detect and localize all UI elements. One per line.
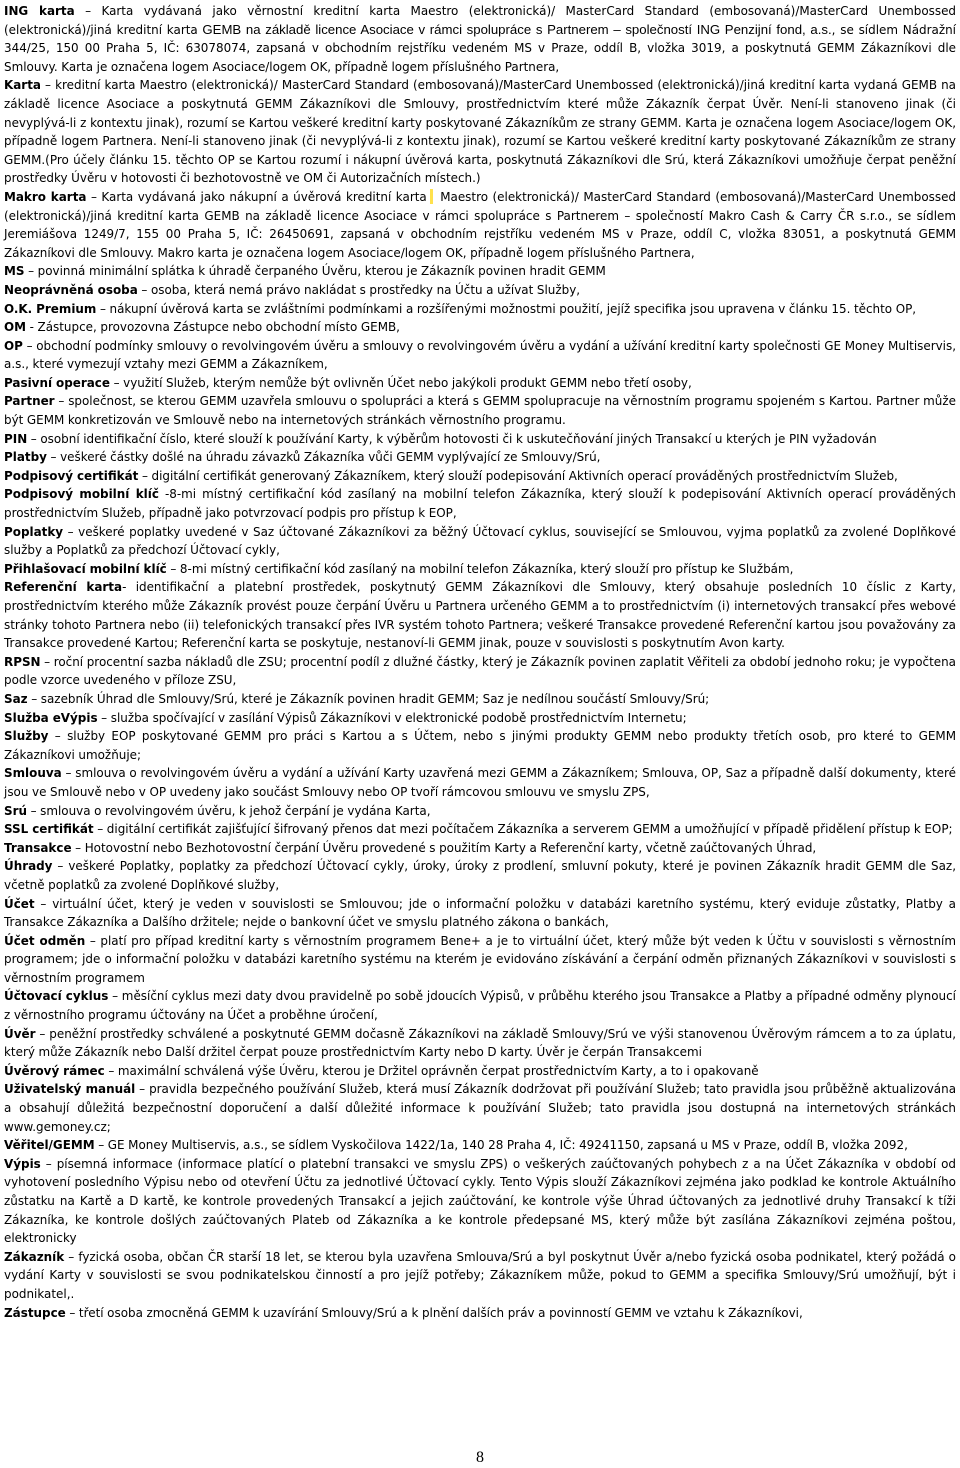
term-podpisovy-mobilni-klic: Podpisový mobilní klíč — [4, 487, 159, 502]
definition-text: – roční procentní sazba nákladů dle ZSU; procentní podíl z dlužné částky, který je Zákazník povinen zaplatit Věřiteli za období jednoho roku; je vypočtena podle vzorce uvedeného v příloze ZSU, — [4, 654, 956, 688]
definition-text: – platí pro případ kreditní karty s věrnostním programem Bene+ a je to virtuální účet, který může být veden k Účtu v souvislosti s věrnostním programem; jde o informační položku v databázi karetního systému na kterém je evidováno získávání a čerpání odměn přiznaných Zákazníkovi v souvislosti s věrnostním programem — [4, 933, 956, 985]
term-ms: MS — [4, 264, 25, 279]
page-number: 8 — [476, 1449, 484, 1466]
entry-poplatky — [4, 523, 956, 560]
term-ucet: Účet — [4, 896, 35, 911]
entry-om — [4, 318, 956, 337]
entry-zakaznik — [4, 1248, 956, 1304]
term-vypis: Výpis — [4, 1156, 41, 1171]
entry-uzivatelsky-manual — [4, 1080, 956, 1136]
term-platby: Platby — [4, 450, 47, 465]
term-transakce: Transakce — [4, 840, 72, 855]
term-ucet-odmen: Účet odměn — [4, 933, 86, 948]
definition-text: – písemná informace (informace platící o platební transakci ve smyslu ZPS) o veškerých zaúčtovaných pohybech z a na Účet Zákazníka v období od vyhotovení posledního Výpisu nebo od otevření Účtu za jednotlivé Účtovací cykly. Tento Výpis slouží Zákazníkovi zejména jako podklad ke kontrole Aktuálního zůstatku na Kartě a D kartě, ke kontrole provedených Transakcí a jejich zaúčtování, ke kontrole výše Úhrad účtovaných za jednotlivé druhy Transakcí k tíži Zákazníka, ke kontrole došlých zaúčtovaných Plateb od Zákazníka a ke kontrole předepsané MS, který může být zasílána Zákazníkovi zejména poštou, elektronicky — [4, 1156, 956, 1246]
entry-karta — [4, 76, 956, 188]
definition-text: – veškeré Poplatky, poplatky za předchozí Účtovací cykly, úroky, úroky z prodlení, smluvní pokuty, které je povinen Zákazník hradit GEMM dle Saz, včetně poplatků za zvolené Doplňkové služby, — [4, 859, 956, 892]
definition-text: – GE Money Multiservis, a.s., se sídlem Vyskočilova 1422/1a, 140 28 Praha 4, IČ: 49241150, zapsaná u MS v Praze, oddíl B, vložka 2092, — [94, 1138, 908, 1153]
entry-prihlasovaci-mobilni-klic — [4, 560, 956, 579]
entry-platby — [4, 448, 956, 467]
term-pasivni-operace: Pasivní operace — [4, 375, 110, 390]
entry-vypis — [4, 1155, 956, 1248]
term-uver: Úvěr — [4, 1026, 36, 1041]
definition-text: - identifikační a platební prostředek, poskytnutý GEMM Zákazníkovi dle Smlouvy, který obsahuje posledních 10 číslic z Karty, prostřednictvím kterého může Zákazník provést pouze čerpání Úvěru u Partnera určeného GEMM a to prostřednictvím (i) internetových transakcí přes webové stránky tohoto Partnera nebo (ii) telefonických transakcí přes IVR systém tohoto Partnera; veškeré Transakce provedené Referenční kartou jsou považovány za Transakce provedené Kartou; Referenční karta se poskytuje, nestanoví-li GEMM jinak, pouze v souvislosti s poskytnutím Avon karty. — [4, 580, 956, 651]
definition-text: – sazebník Úhrad dle Smlouvy/Srú, které je Zákazník povinen hradit GEMM; Saz je nedílnou součástí Smlouvy/Srú; — [27, 691, 710, 706]
term-makro-karta: Makro karta — [4, 189, 87, 204]
definition-text: - Zástupce, provozovna Zástupce nebo obchodní místo GEMB, — [26, 320, 400, 335]
term-referencni-karta: Referenční karta — [4, 580, 123, 595]
definition-text: -8-mi místný certifikační kód zasílaný na mobilní telefon Zákazníka, který slouží k podepisování Aktivních operací prováděných prostřednictvím Služeb, případně jako potvrzovací podpis pro přístup k EOP, — [4, 487, 956, 521]
term-op: OP — [4, 338, 23, 353]
term-sluzby: Služby — [4, 729, 49, 744]
term-prihlasovaci-mobilni-klic: Přihlašovací mobilní klíč — [4, 561, 167, 576]
definition-text-continued: Maestro (elektronická)/ MasterCard Standard (embosovaná)/MasterCard Unembossed (elektronická)/jiná kreditní karta GEMB na základě licence Asociace v rámci spolupráce s Partnerem – společností Makro Cash & Carry ČR s.r.o., se sídlem Jeremiášova 1249/7, 155 00 Praha 5, IČ: 26450691, zapsaná v obchodním rejstříku vedeném MS v Praze, oddíl C, vložka 83051, a poskytnutá GEMM Zákazníkovi dle Smlouvy. Makro karta je označena logem Asociace/logem OK, případně logem příslušného Partnera, — [4, 189, 957, 260]
definition-text: – společnost, se kterou GEMM uzavřela smlouvu o spolupráci a která s GEMM spolupracuje na věrnostním programu spojeném s Kartou. Partner může být GEMM konkretizován ve Smlouvě nebo na internetových stránkách věrnostního programu. — [4, 394, 956, 428]
highlight-mark — [430, 189, 433, 204]
definition-text: – pravidla bezpečného používání Služeb, která musí Zákazník dodržovat při používání Služeb; tato pravidla jsou průběžně aktualizována a obsahují důležitá bezpečnostní doporučení a další důležité informace k používání Služeb; tato pravidla jsou dostupná na internetových stránkách www.gemoney.cz; — [4, 1082, 957, 1134]
definition-text: – osoba, která nemá právo nakládat s prostředky na Účtu a užívat Služby, — [137, 282, 581, 297]
definition-text: – třetí osoba zmocněná GEMM k uzavírání Smlouvy/Srú a k plnění dalších práv a povinností GEMM ve vztahu k Zákazníkovi, — [65, 1305, 803, 1320]
definition-text-continued: , se sídlem Nádražní 344/25, 150 00 Praha 5, IČ: 63078074, zapsaná v obchodním rejstříku vedeném MS v Praze, oddíl B, vložka 3019, a poskytnutá GEMM Zákazníkovi dle Smlouvy. Karta je označena logem Asociace/logem OK, případně logem příslušného Partnera, — [4, 22, 956, 74]
entry-pasivni-operace — [4, 374, 956, 393]
definition-text: – služby EOP poskytované GEMM pro práci s Kartou a s Účtem, nebo s jinými produkty GEMM nebo produkty třetích osob, pro které to GEMM Zákazníkovi umožňuje; — [4, 729, 956, 762]
term-veritel-gemm: Věřitel/GEMM — [4, 1138, 95, 1153]
entry-referencni-karta — [4, 578, 956, 652]
entry-uhrady — [4, 857, 956, 894]
entry-sluzby — [4, 727, 956, 764]
entry-ok-premium — [4, 300, 956, 319]
definition-text-alt: GEMB na základě licence Asociace v rámci spolupráce s Partnerem – společností ING Penzijní fond, a.s. — [197, 21, 832, 37]
term-zastupce: Zástupce — [4, 1305, 66, 1320]
definition-text: – Karta vydávaná jako nákupní a úvěrová kreditní karta — [86, 189, 427, 204]
entry-pin — [4, 430, 956, 449]
entry-sluzba-evypis — [4, 709, 956, 728]
term-saz: Saz — [4, 691, 28, 706]
definition-text: – Hotovostní nebo Bezhotovostní čerpání Úvěru provedené s použitím Karty a Referenční karty, včetně zaúčtovaných Úhrad, — [71, 840, 817, 855]
term-smlouva: Smlouva — [4, 766, 62, 781]
term-partner: Partner — [4, 394, 55, 409]
term-sluzba-evypis: Služba eVýpis — [4, 710, 98, 725]
term-poplatky: Poplatky — [4, 524, 64, 539]
term-ok-premium: O.K. Premium — [4, 301, 97, 316]
definition-text-continued: Není-li stanoveno jinak (či nevyplývá-li z kontextu jinak), rozumí se Kartou veškeré kreditní karty poskytované Zákazníkům ze strany GEMM.(Pro účely článku 15. těchto OP se Kartou rozumí i nákupní úvěrová karta, poskytnutá Zákazníkovi dle Srú, která Zákazníkovi umožňuje čerpat peněžní prostředky Úvěru v hotovosti či bezhotovostně ve OM či Autorizačních místech.) — [4, 134, 956, 186]
term-podpisovy-certifikat: Podpisový certifikát — [4, 468, 139, 483]
definition-text: – fyzická osoba, občan ČR starší 18 let, se kterou byla uzavřena Smlouva/Srú a byl poskytnut Úvěr a/nebo fyzická osoba podnikatel, který požádá o vydání Karty v souvislosti se svou podnikatelskou činností a pro jejíž potřeby; Zákazníkem může, pokud to GEMM a specifika Smlouvy/Srú umožňují, být i podnikatel,. — [4, 1249, 956, 1301]
entry-ucet — [4, 895, 956, 932]
term-uctovaci-cyklus: Účtovací cyklus — [4, 989, 109, 1004]
definition-text: – veškeré částky došlé na úhradu závazků Zákazníka vůči GEMM vyplývající ze Smlouvy/Srú, — [46, 450, 601, 465]
entry-uverovy-ramec — [4, 1062, 956, 1081]
definition-text: – nákupní úvěrová karta se zvláštními podmínkami a rozšířenými možnostmi použití, jejíž specifika jsou upravena v článku 15. těchto OP, — [96, 301, 917, 316]
definition-text: – digitální certifikát generovaný Zákazníkem, který slouží podepisování Aktivních operací prováděných prostřednictvím Služeb, — [138, 468, 898, 483]
definition-text: – osobní identifikační číslo, které slouží k používání Karty, k výběrům hotovosti či k uskutečňování jiných Transakcí u kterých je PIN vyžadován — [27, 431, 877, 446]
entry-neopravnena-osoba — [4, 281, 956, 300]
entry-makro-karta — [4, 188, 956, 262]
term-ssl-certifikat: SSL certifikát — [4, 822, 94, 837]
definition-text: – maximální schválená výše Úvěru, kterou je Držitel oprávněn čerpat prostřednictvím Karty, a to i opakovaně — [104, 1063, 759, 1078]
entry-saz — [4, 690, 956, 709]
term-zakaznik: Zákazník — [4, 1249, 65, 1264]
entry-uver — [4, 1025, 956, 1062]
term-uhrady: Úhrady — [4, 859, 53, 874]
definition-text: – digitální certifikát zajišťující šifrovaný přenos dat mezi počítačem Zákazníka a serverem GEMM a umožňující v případě přidělení přístup k EOP; — [93, 822, 953, 837]
term-sru: Srú — [4, 803, 27, 818]
definition-text: – virtuální účet, který je veden v souvislosti se Smlouvou; jde o informační položku v databázi karetního systému, který eviduje zůstatky, Platby a Transakce Zákazníka a Dalšího držitele; nejde o bankovní účet ve smyslu platného zákona o bankách, — [4, 896, 956, 930]
definition-text: – smlouva o revolvingovém úvěru a vydání a užívání Karty uzavřená mezi GEMM a Zákazníkem; Smlouva, OP, Saz a případně další dokumenty, které jsou ve Smlouvě nebo v OP uvedeny jako součást Smlouvy nebo OP tvoří rámcovou smlouvu ve smyslu ZPS, — [4, 766, 956, 799]
entry-smlouva — [4, 764, 956, 801]
entry-ing-karta — [4, 2, 956, 76]
term-om: OM — [4, 320, 27, 335]
definition-text: – služba spočívající v zasílání Výpisů Zákazníkovi v elektronické podobě prostřednictvím Internetu; — [97, 710, 687, 725]
definition-text: – peněžní prostředky schválené a poskytnuté GEMM dočasně Zákazníkovi na základě Smlouvy/Srú ve výši stanovenou Úvěrovým rámcem a to za úplatu, který může Zákazník nebo Další držitel čerpat pouze prostřednictvím Karty nebo D karty. Úvěr je čerpán Transakcemi — [4, 1026, 956, 1060]
definition-text: – Karta vydávaná jako věrnostní kreditní karta Maestro (elektronická)/ MasterCard Standard (embosovaná)/MasterCard Unembossed (elektronická)/jiná kreditní karta — [4, 4, 956, 37]
entry-sru — [4, 802, 956, 821]
definition-text: – měsíční cyklus mezi daty dvou pravidelně po sobě jdoucích Výpisů, v průběhu kterého jsou Transakce a Platby a případné odměny plynoucí z věrnostního programu účtovány na Účet a proběhne úročení, — [4, 989, 956, 1023]
entry-partner — [4, 392, 956, 429]
entry-ms — [4, 262, 956, 281]
term-karta: Karta — [4, 78, 41, 93]
definition-text: – obchodní podmínky smlouvy o revolvingovém úvěru a smlouvy o revolvingovém úvěru a vydání a užívání kreditní karty společnosti GE Money Multiservis, a.s., které vymezují vztahy mezi GEMM a Zákazníkem, — [4, 338, 956, 372]
definition-text: – 8-mi místný certifikační kód zasílaný na mobilní telefon Zákazníka, který slouží pro přístup ke Službám, — [166, 561, 794, 576]
entry-podpisovy-mobilni-klic — [4, 485, 956, 522]
entry-rpsn — [4, 653, 956, 690]
entry-ssl-certifikat — [4, 820, 956, 839]
term-pin: PIN — [4, 431, 28, 446]
definition-text: – smlouva o revolvingovém úvěru, k jehož čerpání je vydána Karta, — [26, 803, 431, 818]
term-ing-karta: ING karta — [4, 4, 75, 18]
term-uzivatelsky-manual: Uživatelský manuál — [4, 1082, 136, 1097]
definition-text: – povinná minimální splátka k úhradě čerpaného Úvěru, kterou je Zákazník povinen hradit GEMM — [24, 264, 606, 279]
definition-text: – využití Služeb, kterým nemůže být ovlivněn Účet nebo jakýkoli produkt GEMM nebo třetí osoby, — [109, 375, 692, 390]
entry-transakce — [4, 839, 956, 858]
definition-text: – kreditní karta Maestro (elektronická)/ MasterCard Standard (embosovaná)/MasterCard Unembossed (elektronická)/jiná kreditní karta vydaná GEMB na základě licence Asociace a poskytnutá GEMM Zákazníkovi dle Smlouvy, prostřednictvím které může Zákazník čerpat Úvěr. Není-li stanoveno jinak (či nevyplývá-li z kontextu jinak), rozumí se Kartou veškeré kreditní karty poskytované Zákazníkům ze strany GEMM. Karta je označena logem Asociace/logem OK, případně logem Partnera. — [4, 78, 956, 149]
term-neopravnena-osoba: Neoprávněná osoba — [4, 282, 138, 297]
entry-podpisovy-certifikat — [4, 467, 956, 486]
entry-ucet-odmen — [4, 932, 956, 988]
definitions-page — [4, 0, 956, 1322]
term-uverovy-ramec: Úvěrový rámec — [4, 1063, 105, 1078]
entry-op — [4, 337, 956, 374]
entry-zastupce — [4, 1304, 956, 1323]
term-rpsn: RPSN — [4, 654, 41, 669]
definition-text: – veškeré poplatky uvedené v Saz účtované Zákazníkovi za běžný Účtovací cyklus, související se Smlouvou, vyjma poplatků za zvolené Doplňkové služby a Poplatků za předchozí Účtovací cykly, — [4, 524, 956, 558]
entry-uctovaci-cyklus — [4, 987, 956, 1024]
entry-veritel-gemm — [4, 1136, 956, 1155]
